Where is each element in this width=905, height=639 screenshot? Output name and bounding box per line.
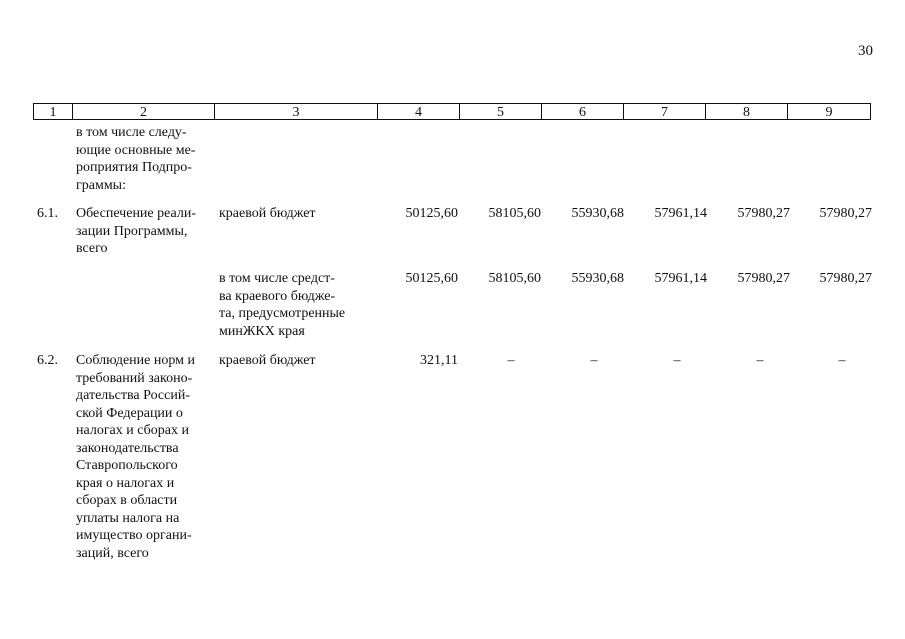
value-cell: 57980,27 (737, 206, 790, 221)
row-number: 6.2. (37, 353, 58, 368)
row-name-line: налогах и сборах и (76, 423, 189, 438)
row-source-line: краевой бюджет (219, 206, 316, 221)
row-source-line: ва краевого бюдже- (219, 288, 336, 304)
row-name-line: всего (76, 241, 108, 256)
column-header-3: 3 (214, 103, 378, 120)
value-cell: 58105,60 (488, 206, 541, 221)
row-name-line: ской Федерации о (76, 405, 183, 421)
row-name-line: сборах в области (76, 493, 178, 508)
value-cell: 58105,60 (488, 271, 541, 286)
table-header-row (33, 103, 871, 120)
row-name-line: Ставропольского (76, 458, 178, 473)
row-name-line: зации Программы, (76, 223, 188, 239)
row-name-line: уплаты налога на (76, 510, 180, 526)
value-cell: 55930,68 (571, 206, 624, 221)
row-name-line: Обеспечение реали- (76, 206, 196, 221)
row-name-line: имущество органи- (76, 528, 192, 543)
value-cell: 50125,60 (405, 271, 458, 286)
column-header-6: 6 (541, 103, 624, 120)
row-source-line: та, предусмотренные (219, 306, 346, 321)
value-cell: 55930,68 (571, 271, 624, 286)
value-dash: – (673, 353, 681, 368)
row-name-line: края о налогах и (76, 475, 175, 491)
row-name-line: требований законо- (76, 370, 193, 386)
row-name-line: заций, всего (76, 545, 149, 561)
column-header-5: 5 (459, 103, 542, 120)
value-cell: 57980,27 (819, 271, 872, 286)
row-number: 6.1. (37, 206, 58, 221)
page-number: 30 (858, 43, 873, 59)
row-source-line: в том числе средст- (219, 271, 335, 286)
row-source-line: минЖКХ края (219, 323, 305, 339)
column-header-7: 7 (623, 103, 706, 120)
column-header-9: 9 (787, 103, 871, 120)
column-header-8: 8 (705, 103, 788, 120)
value-cell: 57961,14 (654, 206, 707, 221)
row-name-line: в том числе следу- (76, 125, 187, 140)
value-cell: 57961,14 (654, 271, 707, 286)
value-cell: 50125,60 (405, 206, 458, 221)
column-header-2: 2 (72, 103, 215, 120)
value-dash: – (838, 353, 846, 368)
value-dash: – (590, 353, 598, 368)
row-name-line: роприятия Подпро- (76, 160, 192, 175)
row-name-line: граммы: (76, 177, 126, 193)
value-cell: 321,11 (420, 353, 458, 368)
row-name-line: ющие основные ме- (76, 142, 196, 158)
row-source-line: краевой бюджет (219, 353, 316, 368)
row-name-line: законодательства (76, 440, 179, 456)
value-cell: 57980,27 (819, 206, 872, 221)
column-header-1: 1 (33, 103, 73, 120)
row-name-line: Соблюдение норм и (76, 353, 196, 368)
value-dash: – (756, 353, 764, 368)
value-dash: – (507, 353, 515, 368)
row-name-line: дательства Россий- (76, 388, 191, 403)
column-header-4: 4 (377, 103, 460, 120)
value-cell: 57980,27 (737, 271, 790, 286)
